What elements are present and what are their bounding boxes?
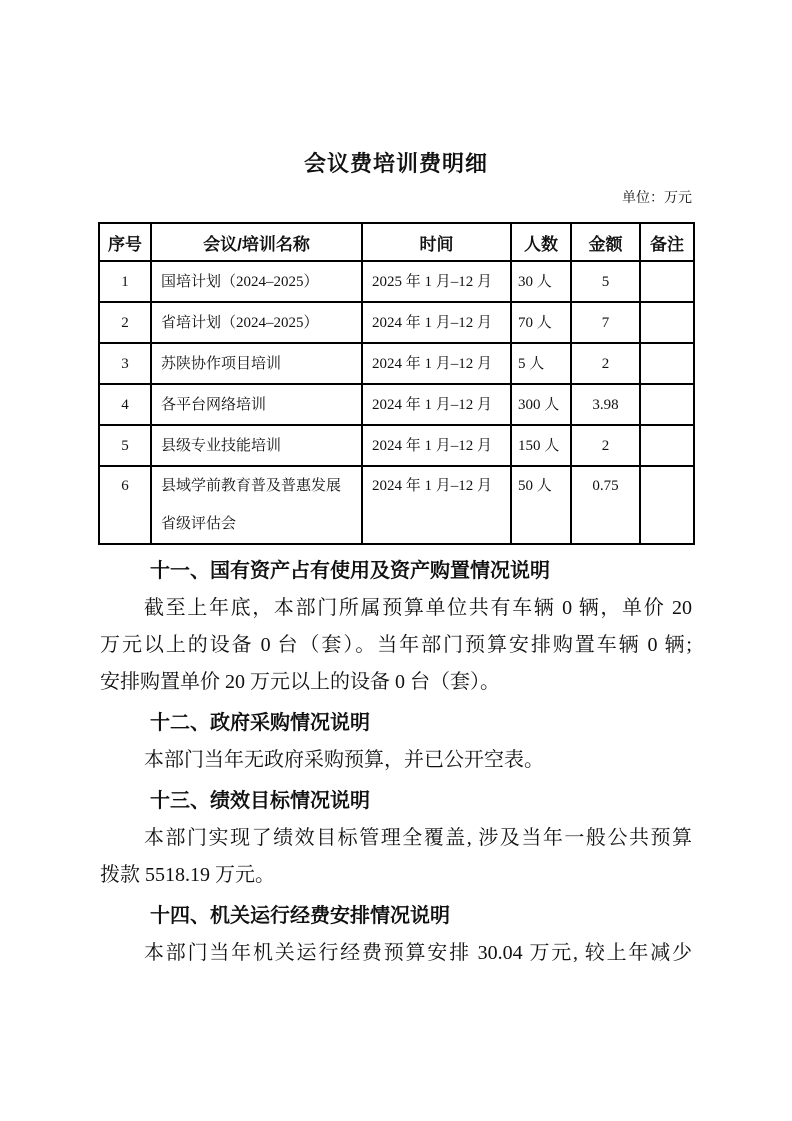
section-block bbox=[100, 705, 692, 779]
section-paragraph-line: 安排购置单价 20 万元以上的设备 0 台（套）。 bbox=[100, 671, 500, 693]
section-heading: 十一、国有资产占有使用及资产购置情况说明 bbox=[150, 560, 550, 582]
section-heading: 十二、政府采购情况说明 bbox=[150, 712, 370, 734]
column-header-3: 人数 bbox=[511, 223, 571, 261]
cell-people: 300 人 bbox=[511, 384, 571, 425]
cell-people: 150 人 bbox=[511, 425, 571, 466]
sections-container bbox=[100, 553, 692, 972]
cell-people: 70 人 bbox=[511, 302, 571, 343]
page-title: 会议费培训费明细 bbox=[303, 151, 488, 176]
cell-index: 4 bbox=[99, 384, 151, 425]
unit-label: 单位：万元 bbox=[622, 191, 692, 206]
section-block bbox=[100, 898, 692, 972]
cell-index: 5 bbox=[99, 425, 151, 466]
table-row bbox=[99, 302, 694, 343]
cell-note bbox=[640, 302, 694, 343]
section-block bbox=[100, 783, 692, 894]
section-block bbox=[100, 553, 692, 701]
column-header-0: 序号 bbox=[99, 223, 151, 261]
cell-time: 2024 年 1 月–12 月 bbox=[362, 466, 511, 544]
cell-name: 各平台网络培训 bbox=[151, 384, 362, 425]
cell-name: 县级专业技能培训 bbox=[151, 425, 362, 466]
fees-table-header bbox=[99, 223, 694, 261]
cell-time: 2024 年 1 月–12 月 bbox=[362, 343, 511, 384]
cell-name: 县域学前教育普及普惠发展省级评估会 bbox=[151, 466, 362, 544]
column-header-1: 会议/培训名称 bbox=[151, 223, 362, 261]
cell-index: 6 bbox=[99, 466, 151, 544]
cell-note bbox=[640, 466, 694, 544]
cell-name: 苏陕协作项目培训 bbox=[151, 343, 362, 384]
cell-note bbox=[640, 261, 694, 302]
section-paragraph-line: 万元以上的设备 0 台（套）。当年部门预算安排购置车辆 0 辆; bbox=[100, 634, 692, 656]
cell-name: 国培计划（2024–2025） bbox=[151, 261, 362, 302]
column-header-5: 备注 bbox=[640, 223, 694, 261]
header-row bbox=[99, 223, 694, 261]
cell-amount: 2 bbox=[571, 343, 640, 384]
table-row bbox=[99, 425, 694, 466]
column-header-4: 金额 bbox=[571, 223, 640, 261]
cell-index: 3 bbox=[99, 343, 151, 384]
section-paragraph-line: 本部门当年机关运行经费预算安排 30.04 万元, 较上年减少 bbox=[144, 942, 692, 964]
cell-people: 5 人 bbox=[511, 343, 571, 384]
section-paragraph-line: 截至上年底，本部门所属预算单位共有车辆 0 辆，单价 20 bbox=[144, 597, 692, 619]
section-heading: 十三、绩效目标情况说明 bbox=[150, 790, 370, 812]
cell-time: 2025 年 1 月–12 月 bbox=[362, 261, 511, 302]
table-row bbox=[99, 466, 694, 544]
column-header-2: 时间 bbox=[362, 223, 511, 261]
cell-amount: 5 bbox=[571, 261, 640, 302]
cell-time: 2024 年 1 月–12 月 bbox=[362, 425, 511, 466]
cell-amount: 2 bbox=[571, 425, 640, 466]
cell-amount: 3.98 bbox=[571, 384, 640, 425]
section-heading: 十四、机关运行经费安排情况说明 bbox=[150, 905, 450, 927]
section-paragraph-line: 本部门实现了绩效目标管理全覆盖, 涉及当年一般公共预算 bbox=[144, 827, 692, 849]
cell-name: 省培计划（2024–2025） bbox=[151, 302, 362, 343]
cell-amount: 7 bbox=[571, 302, 640, 343]
cell-time: 2024 年 1 月–12 月 bbox=[362, 384, 511, 425]
cell-people: 30 人 bbox=[511, 261, 571, 302]
cell-note bbox=[640, 425, 694, 466]
fees-table bbox=[98, 222, 695, 545]
fees-table-body bbox=[99, 261, 694, 544]
table-row bbox=[99, 261, 694, 302]
section-paragraph-line: 本部门当年无政府采购预算，并已公开空表。 bbox=[144, 749, 544, 771]
cell-index: 2 bbox=[99, 302, 151, 343]
section-paragraph-line: 拨款 5518.19 万元。 bbox=[100, 864, 275, 886]
table-row bbox=[99, 384, 694, 425]
cell-note bbox=[640, 384, 694, 425]
cell-time: 2024 年 1 月–12 月 bbox=[362, 302, 511, 343]
cell-people: 50 人 bbox=[511, 466, 571, 544]
cell-note bbox=[640, 343, 694, 384]
table-row bbox=[99, 343, 694, 384]
cell-amount: 0.75 bbox=[571, 466, 640, 544]
cell-index: 1 bbox=[99, 261, 151, 302]
